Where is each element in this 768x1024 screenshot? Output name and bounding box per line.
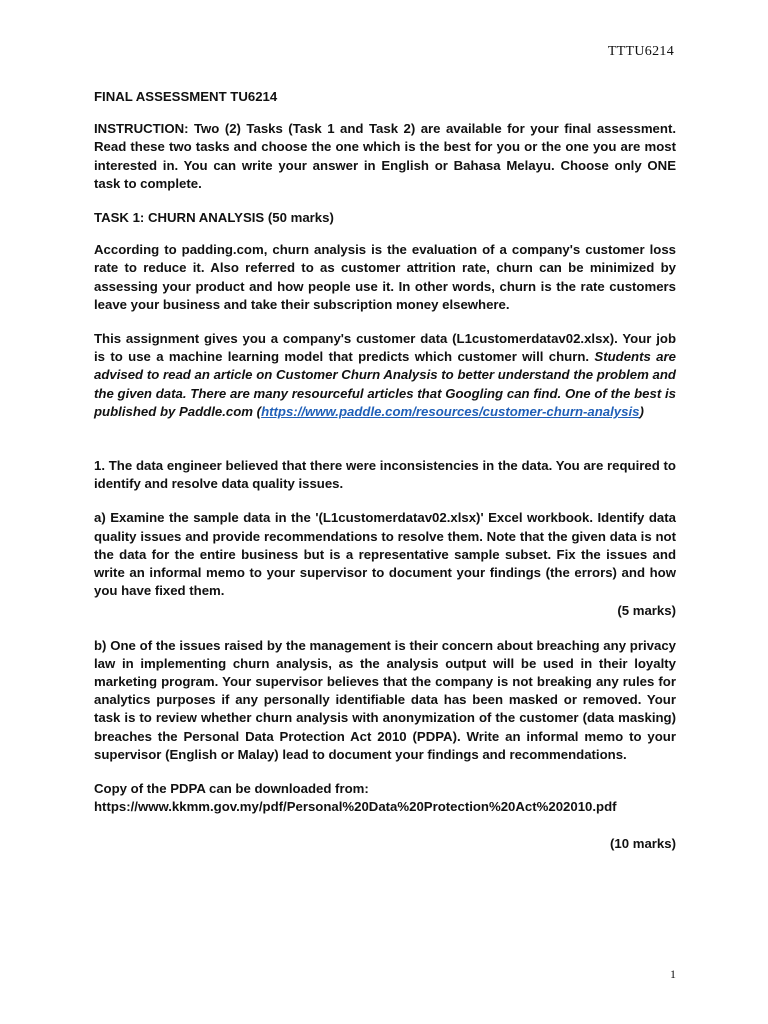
- assignment-paragraph: [94, 330, 676, 421]
- churn-definition-paragraph: According to padding.com, churn analysis is the evaluation of a company's customer loss rate to reduce it. Also referred to as customer attrition rate, churn can be minimized by assessing your product and how people use it. In other words, churn is the rate customers leave your business and take their subscription money elsewhere.: [94, 242, 676, 312]
- task1-heading: TASK 1: CHURN ANALYSIS (50 marks): [94, 210, 334, 226]
- assignment-text: This assignment gives you a company's customer data (L1customerdatav02.xlsx). Your job is to use a machine learning model that predicts which customer will churn.: [94, 331, 676, 365]
- document-body: [94, 88, 676, 869]
- paddle-article-link[interactable]: https://www.paddle.com/resources/customer-churn-analysis: [261, 403, 640, 419]
- course-code-header: TTTU6214: [607, 44, 674, 59]
- page-number: 1: [670, 967, 676, 981]
- pdpa-label: Copy of the PDPA can be downloaded from:: [94, 781, 369, 797]
- question-1b-marks: (10 marks): [610, 835, 676, 851]
- document-title: FINAL ASSESSMENT TU6214: [94, 89, 278, 104]
- question-1b: b) One of the issues raised by the management is their concern about breaching any privacy law in implementing churn analysis, as the analysis output will be used in their loyalty marketing program. Your supervisor believes that the company is not breaking any rules for analytics purposes if any personally identifiable data has been masked or removed. Your task is to review whether churn analysis with anonymization of the customer (data masking) breaches the Personal Data Protection Act 2010 (PDPA). Write an informal memo to your supervisor (English or Malay) lead to document your findings and recommendations.: [94, 637, 676, 762]
- question-1a-marks: (5 marks): [617, 603, 676, 619]
- question-1: 1. The data engineer believed that there were inconsistencies in the data. You are required to identify and resolve data quality issues.: [94, 458, 676, 492]
- assignment-advice-text: Students are advised to read an article on Customer Churn Analysis to better understand the problem and the given data. There are many resourceful articles that Googling can find. One of the best is published by Paddle.com (: [94, 349, 676, 419]
- instruction-paragraph: INSTRUCTION: Two (2) Tasks (Task 1 and Task 2) are available for your final assessment. Read these two tasks and choose the one which is the best for you or the one you are most interested in. You can write your answer in English or Bahasa Melayu. Choose only ONE task to complete.: [94, 121, 676, 191]
- pdpa-reference: [94, 780, 676, 816]
- pdpa-url[interactable]: https://www.kkmm.gov.my/pdf/Personal%20Data%20Protection%20Act%202010.pdf: [94, 799, 617, 815]
- question-1a: a) Examine the sample data in the '(L1customerdatav02.xlsx)' Excel workbook. Identify data quality issues and provide recommendations to resolve them. Note that the given data is not the data for the entire business but is a representative sample subset. Fix the issues and write an informal memo to your supervisor to document your findings (the errors) and how you have fixed them.: [94, 510, 676, 599]
- assignment-close-paren: ): [639, 403, 644, 419]
